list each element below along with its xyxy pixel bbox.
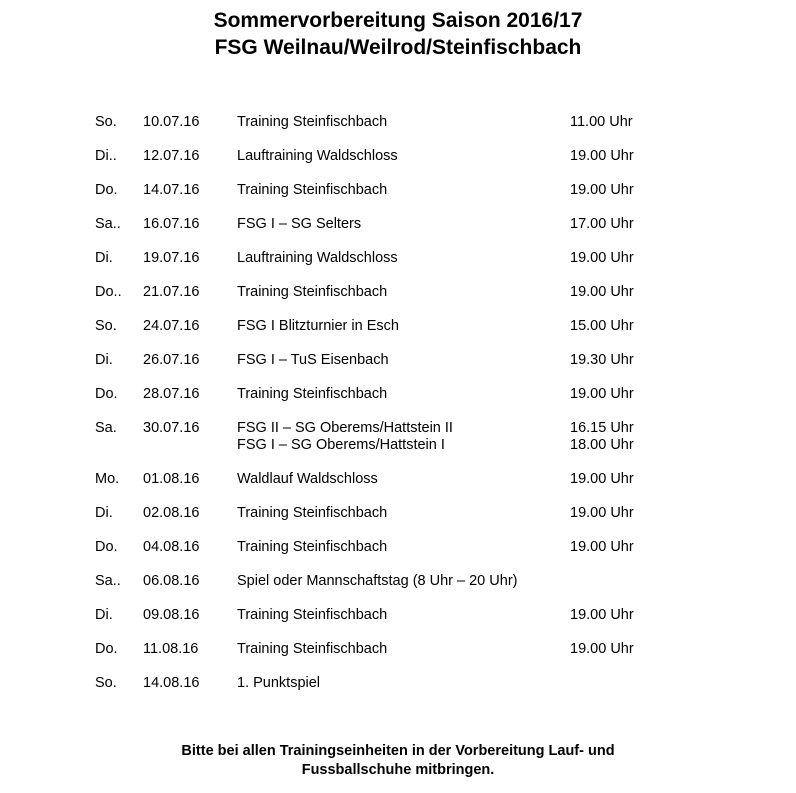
date: 04.08.16 [143, 539, 200, 555]
time-list [570, 607, 634, 624]
date: 14.07.16 [143, 182, 200, 198]
event-name: Waldlauf Waldschloss [237, 471, 378, 487]
event-time: 19.00 Uhr [570, 539, 634, 555]
date: 10.07.16 [143, 114, 200, 130]
event-list [237, 539, 387, 556]
time-list [570, 318, 634, 335]
weekday: Sa.. [95, 216, 121, 232]
page-title: Sommervorbereitung Saison 2016/17 [213, 9, 583, 32]
event-time: 16.15 Uhr [570, 420, 634, 436]
date: 14.08.16 [143, 675, 200, 691]
event-time: 19.00 Uhr [570, 250, 634, 266]
event-name: FSG I – SG Selters [237, 216, 362, 232]
event-list [237, 573, 517, 590]
event-list [237, 505, 387, 522]
event-list [237, 471, 378, 488]
event-list [237, 216, 361, 233]
time-list [570, 216, 634, 233]
weekday: Sa.. [95, 573, 121, 589]
event-list [237, 641, 387, 658]
date: 16.07.16 [143, 216, 200, 232]
date: 02.08.16 [143, 505, 200, 521]
date: 06.08.16 [143, 573, 200, 589]
weekday: Mo. [95, 471, 120, 487]
event-name: FSG II – SG Oberems/Hattstein II [237, 420, 453, 436]
time-list [570, 352, 634, 369]
date: 12.07.16 [143, 148, 200, 164]
event-list [237, 675, 320, 692]
event-name: Training Steinfischbach [237, 607, 388, 623]
event-time: 19.00 Uhr [570, 148, 634, 164]
footer-note-line-2: Fussballschuhe mitbringen. [301, 762, 495, 778]
weekday: Do. [95, 539, 118, 555]
event-name: FSG I Blitzturnier in Esch [237, 318, 399, 334]
date: 09.08.16 [143, 607, 200, 623]
weekday: Do. [95, 182, 118, 198]
date: 21.07.16 [143, 284, 200, 300]
event-list [237, 607, 387, 624]
time-list [570, 641, 634, 658]
event-time: 19.00 Uhr [570, 386, 634, 402]
time-list [570, 182, 634, 199]
time-list [570, 284, 634, 301]
event-list [237, 148, 398, 165]
event-name: Training Steinfischbach [237, 641, 388, 657]
event-list [237, 420, 453, 454]
footer-note-line-1: Bitte bei allen Trainingseinheiten in der Vorbereitung Lauf- und [181, 743, 615, 759]
event-time: 19.00 Uhr [570, 182, 634, 198]
event-list [237, 386, 387, 403]
date: 01.08.16 [143, 471, 200, 487]
event-time: 18.00 Uhr [570, 437, 634, 453]
event-name: Training Steinfischbach [237, 539, 388, 555]
weekday: Di. [95, 250, 113, 266]
weekday: Sa. [95, 420, 117, 436]
event-list [237, 318, 399, 335]
weekday: Do.. [95, 284, 122, 300]
event-name: Training Steinfischbach [237, 182, 388, 198]
event-name: Spiel oder Mannschaftstag (8 Uhr – 20 Uhr) [237, 573, 518, 589]
date: 24.07.16 [143, 318, 200, 334]
event-name: FSG I – TuS Eisenbach [237, 352, 389, 368]
date: 28.07.16 [143, 386, 200, 402]
weekday: Di. [95, 607, 113, 623]
team-name: FSG Weilnau/Weilrod/Steinfischbach [214, 36, 582, 59]
weekday: Di. [95, 352, 113, 368]
event-list [237, 284, 387, 301]
event-name: FSG I – SG Oberems/Hattstein I [237, 437, 445, 453]
time-list [570, 114, 633, 131]
event-list [237, 182, 387, 199]
event-time: 19.00 Uhr [570, 284, 634, 300]
weekday: Di. [95, 505, 113, 521]
date: 19.07.16 [143, 250, 200, 266]
weekday: Di.. [95, 148, 117, 164]
weekday: So. [95, 318, 117, 334]
date: 11.08.16 [143, 641, 199, 657]
event-name: Training Steinfischbach [237, 284, 388, 300]
event-name: Training Steinfischbach [237, 505, 388, 521]
event-list [237, 250, 398, 267]
time-list [570, 539, 634, 556]
weekday: Do. [95, 641, 118, 657]
event-list [237, 114, 387, 131]
time-list [570, 148, 634, 165]
event-name: 1. Punktspiel [237, 675, 321, 691]
event-time: 17.00 Uhr [570, 216, 634, 232]
event-name: Lauftraining Waldschloss [237, 250, 398, 266]
time-list [570, 386, 634, 403]
event-time: 19.00 Uhr [570, 505, 634, 521]
weekday: So. [95, 675, 117, 691]
event-time: 19.00 Uhr [570, 607, 634, 623]
date: 26.07.16 [143, 352, 200, 368]
event-time: 15.00 Uhr [570, 318, 634, 334]
event-name: Training Steinfischbach [237, 114, 388, 130]
time-list [570, 420, 634, 454]
weekday: So. [95, 114, 117, 130]
event-name: Lauftraining Waldschloss [237, 148, 398, 164]
time-list [570, 505, 634, 522]
time-list [570, 471, 634, 488]
event-name: Training Steinfischbach [237, 386, 388, 402]
event-time: 19.00 Uhr [570, 471, 634, 487]
time-list [570, 250, 634, 267]
date: 30.07.16 [143, 420, 200, 436]
event-time: 19.30 Uhr [570, 352, 634, 368]
event-time: 11.00 Uhr [570, 114, 633, 130]
event-time: 19.00 Uhr [570, 641, 634, 657]
weekday: Do. [95, 386, 118, 402]
event-list [237, 352, 389, 369]
